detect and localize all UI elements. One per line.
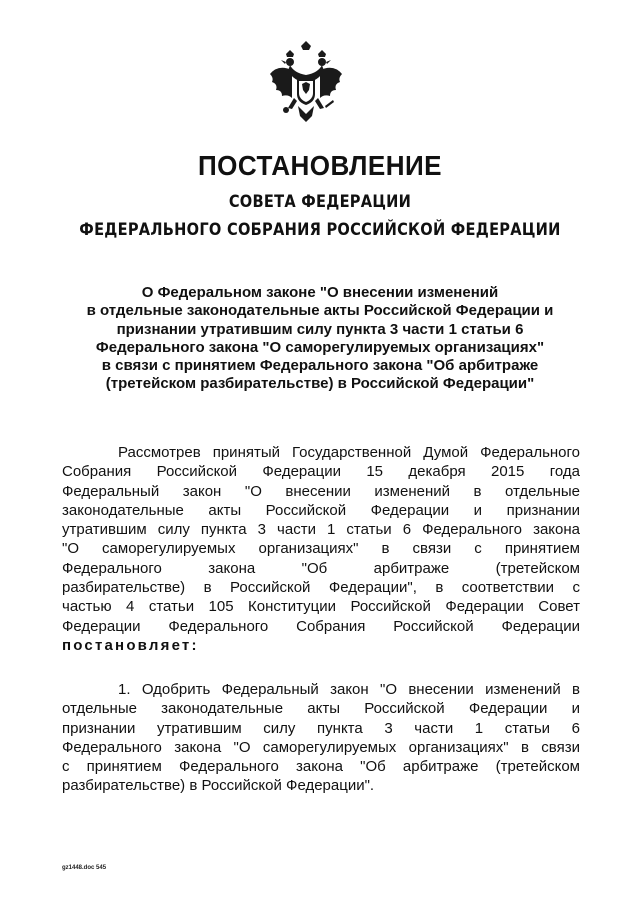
resolves-keyword: постановляет: [62, 636, 199, 654]
paragraph-line: "О саморегулируемых организациях" в связи с принятием [62, 540, 580, 558]
paragraph-line: отдельные законодательные акты Российской Федерации и [62, 700, 580, 718]
double-headed-eagle-emblem-icon [268, 40, 344, 132]
document-subject [62, 284, 578, 394]
paragraph-line: утратившим силу пункта 3 части 1 статьи 6 Федерального закона [62, 521, 580, 539]
preamble-paragraph [62, 443, 580, 655]
subject-line: О Федеральном законе "О внесении изменений [141, 284, 499, 301]
file-reference: gz1448.doc 545 [62, 865, 107, 871]
paragraph-line: Федерального закона "О саморегулируемых организациях" в связи [62, 738, 580, 756]
paragraph-line: разбирательстве) в Российской Федерации". [62, 777, 375, 795]
issuer-line-2: ФЕДЕРАЛЬНОГО СОБРАНИЯ РОССИЙСКОЙ ФЕДЕРАЦИИ [79, 220, 561, 240]
paragraph-line: Рассмотрев принятый Государственной Думой Федерального [118, 444, 580, 461]
paragraph-line: Федеральный закон "О внесении изменений в отдельные [62, 482, 580, 500]
paragraph-line: законодательные акты Российской Федерации и признании [62, 501, 580, 519]
subject-line: в связи с принятием Федерального закона "Об арбитраже [101, 357, 539, 375]
subject-line: Федерального закона "О саморегулируемых организациях" [95, 338, 545, 356]
paragraph-line: частью 4 статьи 105 Конституции Российской Федерации Совет [62, 598, 580, 616]
document-title: ПОСТАНОВЛЕНИЕ [197, 150, 442, 181]
paragraph-line: разбирательстве) в Российской Федерации", в соответствии с [62, 579, 580, 597]
paragraph-line: признании утратившим силу пункта 3 части 1 статьи 6 [62, 719, 580, 737]
paragraph-line: Федерального закона "Об арбитраже (третейском [62, 559, 580, 577]
subject-line: признании утратившим силу пункта 3 части 1 статьи 6 [116, 320, 524, 338]
paragraph-line: Федерации Федерального Собрания Российской Федерации [62, 617, 580, 635]
subject-line: в отдельные законодательные акты Российской Федерации и [86, 302, 554, 320]
paragraph-line: Собрания Российской Федерации 15 декабря 2015 года [62, 463, 580, 481]
paragraph-line: 1. Одобрить Федеральный закон "О внесении изменений в [118, 681, 580, 698]
subject-line: (третейском разбирательстве) в Российской Федерации" [105, 375, 535, 393]
resolution-item-1 [62, 680, 580, 796]
issuer-line-1: СОВЕТА ФЕДЕРАЦИИ [228, 192, 412, 212]
paragraph-line: с принятием Федерального закона "Об арбитраже (третейском [62, 758, 580, 776]
